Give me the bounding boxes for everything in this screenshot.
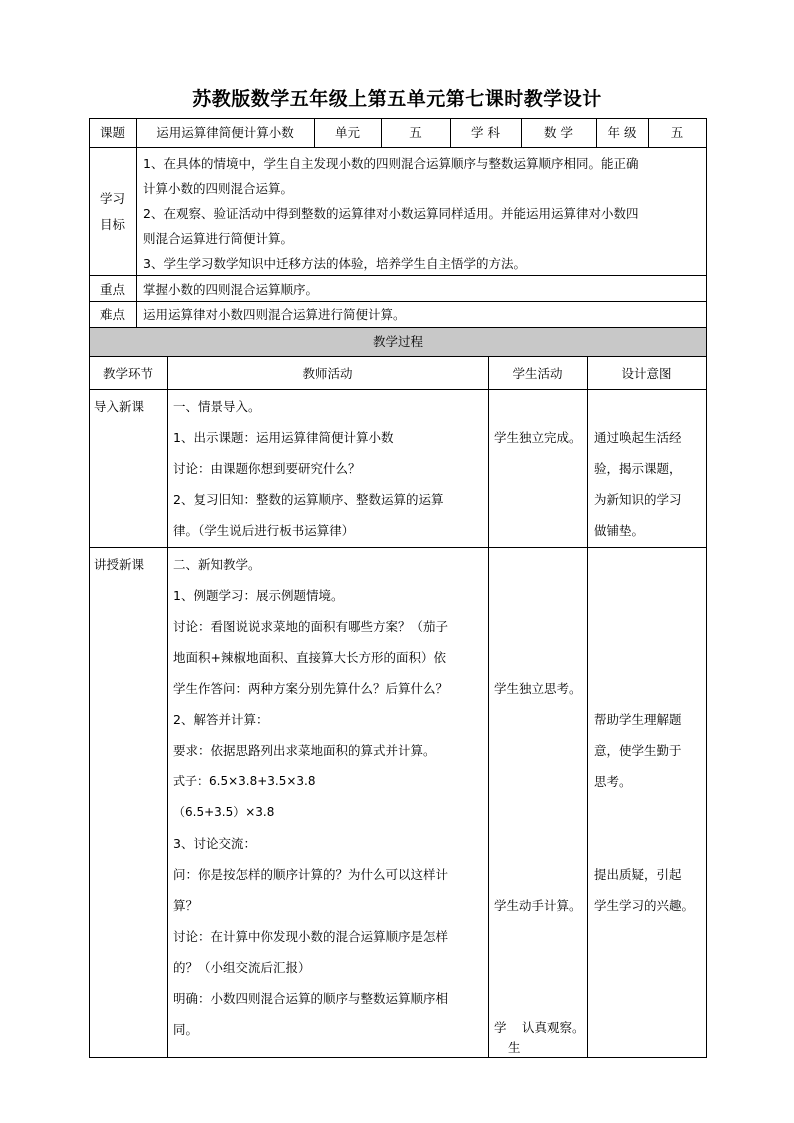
col-header-intent: 设计意图 — [621, 366, 672, 381]
subject-label: 学 科 — [471, 125, 500, 140]
difficulty-label: 难点 — [99, 307, 125, 322]
teacher-line: （6.5+3.5）×3.8 — [173, 805, 275, 819]
goals-label-line1: 学习 — [99, 191, 125, 206]
teacher-line: 式子：6.5×3.8+3.5×3.8 — [173, 774, 316, 788]
subject-value: 数 学 — [544, 125, 573, 140]
table-border-top — [89, 118, 707, 119]
student-activity-observe: 认真观察。 — [522, 1020, 585, 1035]
topic-label: 课题 — [99, 125, 125, 140]
teacher-line: 讨论：在计算中你发现小数的混合运算顺序是怎样 — [173, 929, 449, 944]
teacher-line: 地面积+辣椒地面积、直接算大长方形的面积）依 — [173, 650, 446, 665]
student-activity-calc: 学生动手计算。 — [494, 898, 582, 913]
key-point-value: 掌握小数的四则混合运算顺序。 — [143, 282, 319, 297]
teacher-line: 明确：小数四则混合运算的顺序与整数运算顺序相 — [173, 991, 449, 1006]
grade-value: 五 — [670, 125, 684, 140]
document-title: 苏教版数学五年级上第五单元第七课时教学设计 — [192, 88, 602, 110]
teacher-line: 律。（学生说后进行板书运算律） — [173, 523, 355, 538]
intent-line: 提出质疑，引起 — [594, 867, 682, 882]
col-divider — [167, 356, 168, 1057]
topic-value: 运用运算律简便计算小数 — [156, 125, 294, 140]
teacher-line: 2、复习旧知：整数的运算顺序、整数运算的运算 — [173, 492, 444, 507]
teacher-line: 二、新知教学。 — [173, 557, 261, 572]
stage-intro: 导入新课 — [94, 399, 145, 414]
col-header-student: 学生活动 — [512, 366, 563, 381]
teacher-line: 一、情景导入。 — [173, 399, 261, 414]
unit-label: 单元 — [334, 125, 360, 140]
col-header-teacher: 教师活动 — [302, 366, 353, 381]
key-point-label: 重点 — [99, 282, 125, 297]
difficulty-value: 运用运算律对小数四则混合运算进行简便计算。 — [143, 307, 406, 322]
teacher-line: 2、解答并计算： — [173, 712, 269, 727]
row-divider — [89, 301, 707, 302]
student-activity-observe-prefix: 学 — [494, 1020, 507, 1035]
intent-line: 验，揭示课题， — [594, 461, 682, 476]
intent-line: 通过唤起生活经 — [594, 430, 682, 445]
col-divider — [587, 356, 588, 1057]
student-activity-intro: 学生独立完成。 — [494, 430, 582, 445]
intent-line: 意，使学生勤于 — [594, 743, 682, 758]
teacher-line: 1、出示课题：运用运算律简便计算小数 — [173, 430, 394, 445]
col-divider — [488, 356, 489, 1057]
intent-line: 学生学习的兴趣。 — [594, 898, 695, 913]
stage-new-lesson: 讲授新课 — [94, 557, 145, 572]
row-divider — [89, 356, 707, 357]
teacher-line: 问：你是按怎样的顺序计算的？为什么可以这样计 — [173, 867, 449, 882]
table-border-left — [89, 118, 90, 1058]
row-divider — [89, 389, 707, 390]
teacher-line: 同。 — [173, 1022, 199, 1037]
table-border-bottom — [89, 1057, 707, 1058]
intent-line: 思考。 — [594, 774, 632, 789]
student-activity-observe-suffix: 生 — [508, 1040, 521, 1055]
row-divider — [89, 327, 707, 328]
col-header-stage: 教学环节 — [102, 366, 153, 381]
teacher-line: 3、讨论交流： — [173, 836, 256, 851]
teacher-line: 的？（小组交流后汇报） — [173, 960, 311, 975]
intent-line: 为新知识的学习 — [594, 492, 682, 507]
teacher-line: 讨论：看图说说求菜地的面积有哪些方案？（茄子 — [173, 619, 449, 634]
intent-line: 做铺垫。 — [594, 523, 645, 538]
row-divider — [89, 275, 707, 276]
student-activity-think: 学生独立思考。 — [494, 681, 582, 696]
grade-label: 年 级 — [607, 125, 637, 140]
goal-line: 2、在观察、验证活动中得到整数的运算律对小数运算同样适用。并能运用运算律对小数四 — [143, 206, 639, 221]
process-title: 教学过程 — [372, 334, 423, 349]
goal-line: 计算小数的四则混合运算。 — [143, 181, 294, 196]
teacher-line: 讨论：由课题你想到要研究什么？ — [173, 461, 361, 476]
row-divider — [89, 147, 707, 148]
teacher-line: 要求：依据思路列出求菜地面积的算式并计算。 — [173, 743, 436, 758]
goal-line: 1、在具体的情境中，学生自主发现小数的四则混合运算顺序与整数运算顺序相同。能正确 — [143, 156, 639, 171]
row-divider — [89, 547, 707, 548]
goal-line: 则混合运算进行简便计算。 — [143, 231, 294, 246]
teacher-line: 算？ — [173, 898, 199, 913]
unit-value: 五 — [409, 125, 422, 140]
intent-line: 帮助学生理解题 — [594, 712, 682, 727]
teacher-line: 1、例题学习：展示例题情境。 — [173, 588, 344, 603]
table-border-right — [706, 118, 707, 1058]
col-divider — [136, 118, 137, 327]
goals-label-line2: 目标 — [99, 217, 125, 232]
goal-line: 3、学生学习数学知识中迁移方法的体验，培养学生自主悟学的方法。 — [143, 256, 526, 271]
teacher-line: 学生作答问：两种方案分别先算什么？后算什么？ — [173, 681, 449, 696]
